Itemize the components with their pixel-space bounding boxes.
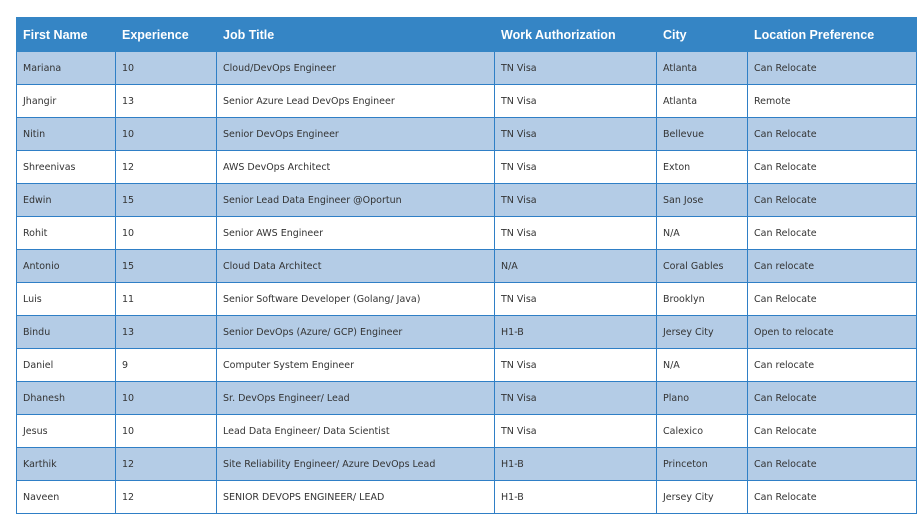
- cell-experience: 13: [116, 316, 217, 349]
- cell-city: Jersey City: [657, 316, 748, 349]
- cell-location-preference: Can Relocate: [748, 118, 917, 151]
- cell-location-preference: Can relocate: [748, 250, 917, 283]
- cell-city: N/A: [657, 217, 748, 250]
- cell-work-authorization: TN Visa: [495, 349, 657, 382]
- cell-first-name: Shreenivas: [17, 151, 116, 184]
- cell-work-authorization: TN Visa: [495, 151, 657, 184]
- cell-work-authorization: N/A: [495, 250, 657, 283]
- cell-experience: 11: [116, 283, 217, 316]
- cell-city: Brooklyn: [657, 283, 748, 316]
- cell-job-title: AWS DevOps Architect: [217, 151, 495, 184]
- cell-city: Bellevue: [657, 118, 748, 151]
- cell-job-title: Senior Software Developer (Golang/ Java): [217, 283, 495, 316]
- cell-experience: 12: [116, 448, 217, 481]
- column-header-first-name: First Name: [17, 18, 116, 52]
- cell-job-title: Senior AWS Engineer: [217, 217, 495, 250]
- table-row: [17, 184, 917, 217]
- cell-location-preference: Can Relocate: [748, 217, 917, 250]
- cell-city: San Jose: [657, 184, 748, 217]
- table-row: [17, 85, 917, 118]
- cell-work-authorization: TN Visa: [495, 118, 657, 151]
- cell-location-preference: Can Relocate: [748, 481, 917, 514]
- cell-experience: 15: [116, 184, 217, 217]
- cell-work-authorization: TN Visa: [495, 382, 657, 415]
- table-row: [17, 217, 917, 250]
- cell-city: N/A: [657, 349, 748, 382]
- column-header-city: City: [657, 18, 748, 52]
- table-row: [17, 448, 917, 481]
- cell-location-preference: Open to relocate: [748, 316, 917, 349]
- cell-work-authorization: H1-B: [495, 481, 657, 514]
- cell-first-name: Jhangir: [17, 85, 116, 118]
- cell-location-preference: Can Relocate: [748, 382, 917, 415]
- column-header-location-preference: Location Preference: [748, 18, 917, 52]
- cell-city: Exton: [657, 151, 748, 184]
- table-row: [17, 349, 917, 382]
- table-row: [17, 118, 917, 151]
- cell-first-name: Mariana: [17, 52, 116, 85]
- cell-job-title: Senior Azure Lead DevOps Engineer: [217, 85, 495, 118]
- cell-first-name: Luis: [17, 283, 116, 316]
- table-row: [17, 52, 917, 85]
- cell-experience: 15: [116, 250, 217, 283]
- table-header: [17, 18, 917, 52]
- cell-job-title: Senior DevOps Engineer: [217, 118, 495, 151]
- cell-first-name: Dhanesh: [17, 382, 116, 415]
- cell-city: Coral Gables: [657, 250, 748, 283]
- cell-location-preference: Can Relocate: [748, 283, 917, 316]
- cell-job-title: Cloud Data Architect: [217, 250, 495, 283]
- cell-first-name: Rohit: [17, 217, 116, 250]
- column-header-experience: Experience: [116, 18, 217, 52]
- cell-first-name: Bindu: [17, 316, 116, 349]
- cell-first-name: Antonio: [17, 250, 116, 283]
- cell-location-preference: Can Relocate: [748, 415, 917, 448]
- cell-job-title: Senior Lead Data Engineer @Oportun: [217, 184, 495, 217]
- table-row: [17, 382, 917, 415]
- cell-first-name: Naveen: [17, 481, 116, 514]
- cell-experience: 10: [116, 415, 217, 448]
- cell-city: Atlanta: [657, 52, 748, 85]
- cell-work-authorization: TN Visa: [495, 217, 657, 250]
- cell-city: Calexico: [657, 415, 748, 448]
- cell-location-preference: Can Relocate: [748, 52, 917, 85]
- table-body: [17, 52, 917, 514]
- cell-first-name: Jesus: [17, 415, 116, 448]
- cell-experience: 10: [116, 52, 217, 85]
- cell-experience: 9: [116, 349, 217, 382]
- cell-job-title: SENIOR DEVOPS ENGINEER/ LEAD: [217, 481, 495, 514]
- cell-work-authorization: H1-B: [495, 316, 657, 349]
- table-row: [17, 316, 917, 349]
- cell-work-authorization: TN Visa: [495, 184, 657, 217]
- cell-experience: 10: [116, 118, 217, 151]
- table-row: [17, 481, 917, 514]
- cell-city: Atlanta: [657, 85, 748, 118]
- cell-work-authorization: H1-B: [495, 448, 657, 481]
- cell-experience: 10: [116, 217, 217, 250]
- cell-experience: 13: [116, 85, 217, 118]
- cell-first-name: Nitin: [17, 118, 116, 151]
- cell-job-title: Site Reliability Engineer/ Azure DevOps Lead: [217, 448, 495, 481]
- column-header-work-authorization: Work Authorization: [495, 18, 657, 52]
- table-row: [17, 415, 917, 448]
- cell-work-authorization: TN Visa: [495, 283, 657, 316]
- table-row: [17, 283, 917, 316]
- cell-job-title: Sr. DevOps Engineer/ Lead: [217, 382, 495, 415]
- cell-location-preference: Can Relocate: [748, 151, 917, 184]
- cell-work-authorization: TN Visa: [495, 85, 657, 118]
- candidates-table: [16, 17, 917, 514]
- cell-job-title: Lead Data Engineer/ Data Scientist: [217, 415, 495, 448]
- cell-work-authorization: TN Visa: [495, 52, 657, 85]
- table-row: [17, 151, 917, 184]
- cell-city: Princeton: [657, 448, 748, 481]
- cell-location-preference: Can relocate: [748, 349, 917, 382]
- cell-experience: 12: [116, 151, 217, 184]
- cell-location-preference: Can Relocate: [748, 184, 917, 217]
- cell-job-title: Senior DevOps (Azure/ GCP) Engineer: [217, 316, 495, 349]
- table-row: [17, 250, 917, 283]
- cell-job-title: Computer System Engineer: [217, 349, 495, 382]
- cell-first-name: Daniel: [17, 349, 116, 382]
- column-header-job-title: Job Title: [217, 18, 495, 52]
- cell-location-preference: Can Relocate: [748, 448, 917, 481]
- cell-first-name: Edwin: [17, 184, 116, 217]
- cell-location-preference: Remote: [748, 85, 917, 118]
- cell-city: Jersey City: [657, 481, 748, 514]
- cell-experience: 10: [116, 382, 217, 415]
- cell-work-authorization: TN Visa: [495, 415, 657, 448]
- cell-first-name: Karthik: [17, 448, 116, 481]
- cell-city: Plano: [657, 382, 748, 415]
- cell-experience: 12: [116, 481, 217, 514]
- cell-job-title: Cloud/DevOps Engineer: [217, 52, 495, 85]
